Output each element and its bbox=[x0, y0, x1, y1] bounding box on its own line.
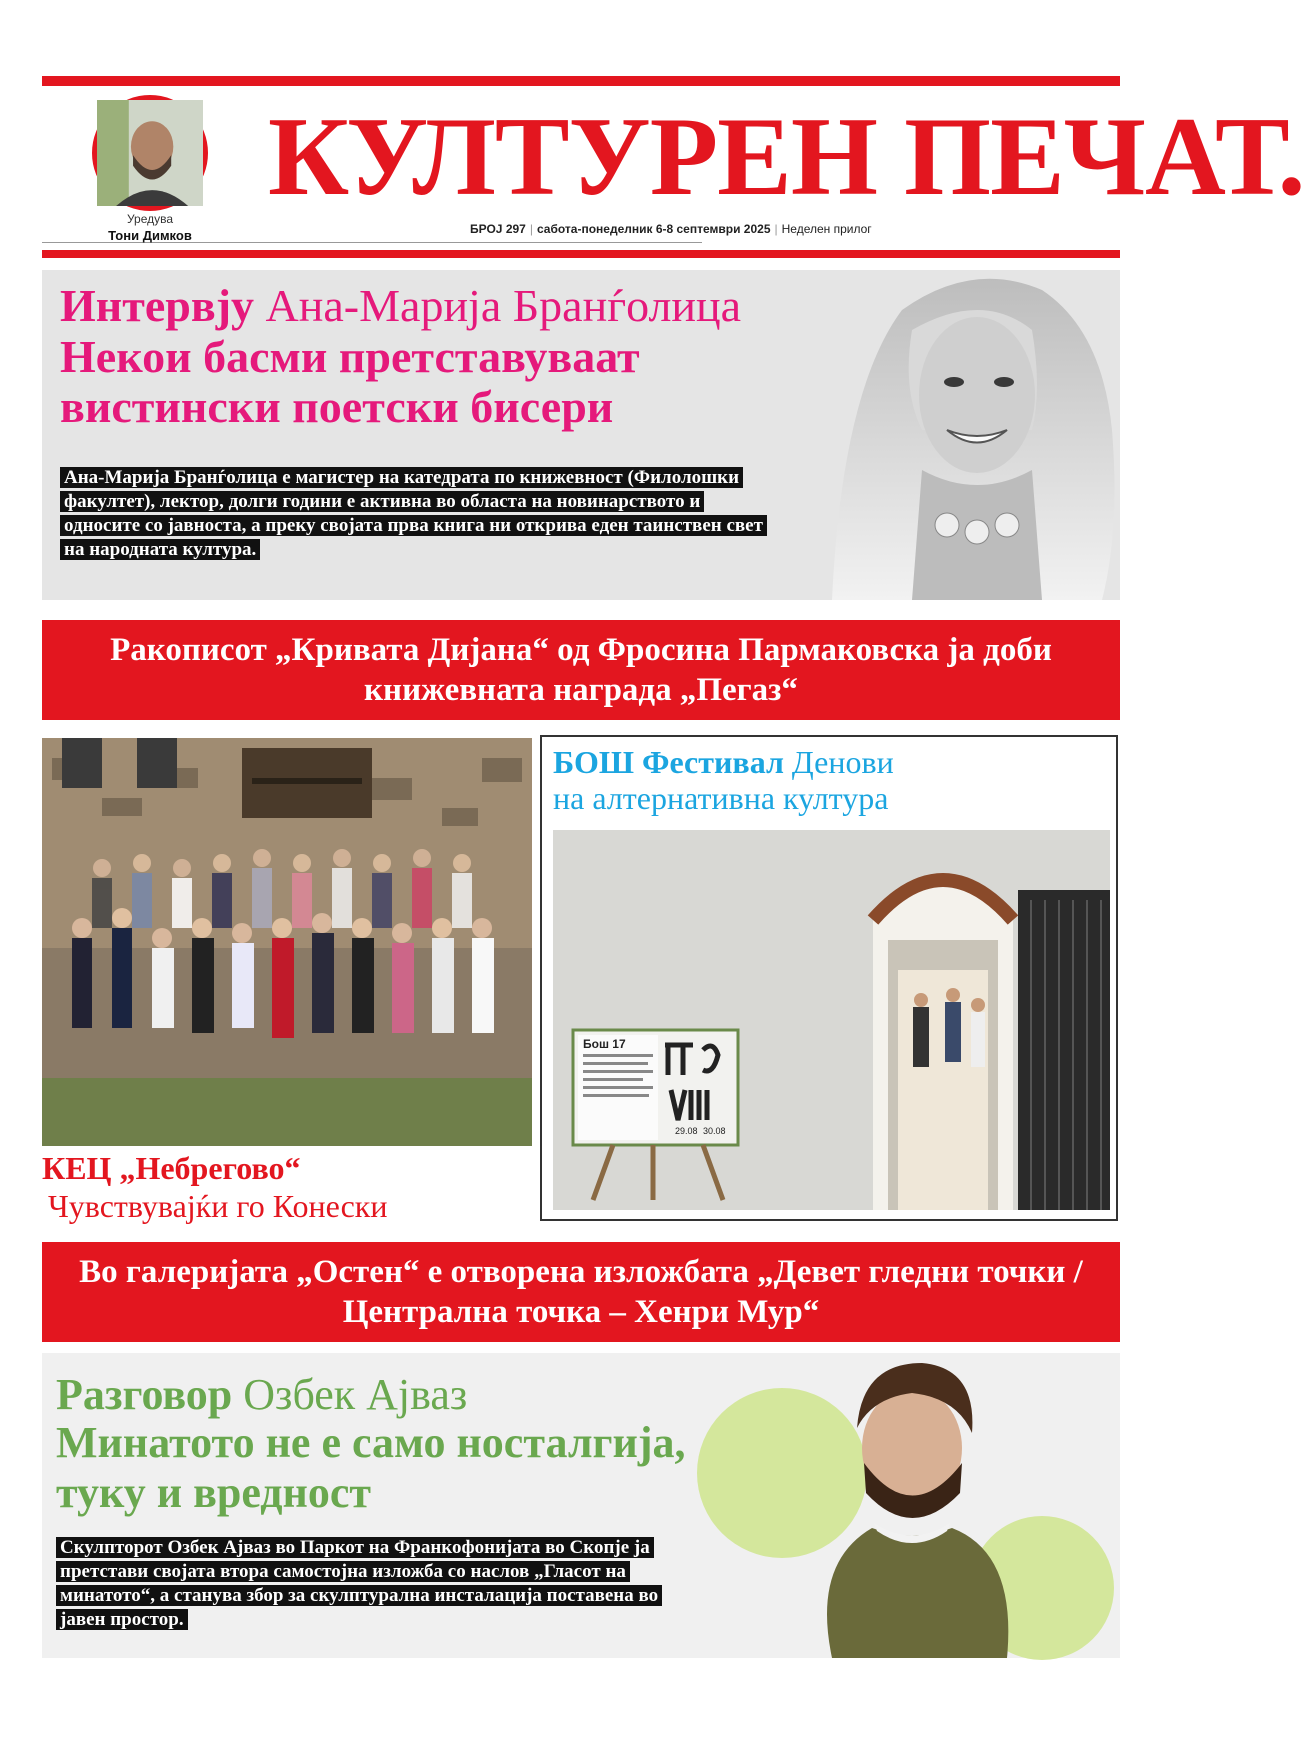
conversation-kicker-label: Разговор bbox=[56, 1370, 233, 1419]
bosh-title-bold: БОШ Фестивал bbox=[553, 744, 784, 780]
interview-kicker bbox=[60, 280, 741, 332]
award-banner[interactable]: Ракописот „Кривата Дијана“ од Фросина Пармаковска ја доби книжевната награда „Пегаз“ bbox=[42, 620, 1120, 720]
supplement-label: Неделен прилог bbox=[781, 222, 872, 236]
conversation-subject-name: Озбек Ајваз bbox=[243, 1370, 468, 1419]
conversation-kicker bbox=[56, 1370, 467, 1420]
issue-date: сабота-понеделник 6-8 септември 2025 bbox=[536, 222, 771, 236]
bosh-subtitle: на алтернативна култура bbox=[553, 780, 889, 816]
interview-lead: Ана-Марија Бранѓолица е магистер на катедрата по книжевност (Филолошки факултет), лектор, долги години е активна во областа на новинарството и односите со јавноста, а преку својата прва книга ни открива еден таинствен свет на народната култура. bbox=[60, 466, 780, 562]
poster-heading: Бош 17 bbox=[583, 1037, 626, 1051]
editor-role: Уредува bbox=[126, 212, 174, 226]
bosh-title-rest: Денови bbox=[791, 744, 894, 780]
editor-portrait-icon bbox=[97, 100, 203, 206]
editor-avatar bbox=[92, 95, 208, 211]
interview-subject-name: Ана-Марија Бранѓолица bbox=[265, 280, 742, 331]
kec-group-photo bbox=[42, 738, 532, 1146]
poster-dates-1: 29.08 bbox=[675, 1126, 698, 1136]
kec-subtitle: Чувствувајќи го Конески bbox=[48, 1188, 388, 1224]
editor-name: Тони Димков bbox=[108, 228, 192, 243]
conversation-lead: Скулпторот Озбек Ајваз во Паркот на Франкофонијата во Скопје ја претстави својата втора самостојна изложба со наслов „Гласот на минатото“, а станува збор за скулптурална инсталација поставена во јавен простор. bbox=[56, 1536, 696, 1632]
issue-number: БРОЈ 297 bbox=[470, 222, 526, 236]
interview-headline[interactable]: Некои басми претставуваат вистински поетски бисери bbox=[60, 331, 640, 432]
group-photo-image bbox=[42, 738, 532, 1146]
exhibition-banner[interactable]: Во галеријата „Остен“ е отворена изложбата „Девет гледни точки / Централна точка – Хенри Мур“ bbox=[42, 1242, 1120, 1342]
interview-kicker-label: Интервју bbox=[60, 280, 255, 331]
poster-dates-2: 30.08 bbox=[703, 1126, 726, 1136]
top-rule bbox=[42, 76, 1120, 86]
bosh-photo bbox=[553, 830, 1110, 1210]
masthead-title: КУЛТУРЕН ПЕЧАТ. bbox=[268, 95, 1305, 219]
conversation-headline[interactable]: Минатото не е само носталгија, туку и вредност bbox=[56, 1418, 686, 1517]
kec-title[interactable]: КЕЦ „Небрегово“ bbox=[42, 1150, 301, 1186]
bottom-rule bbox=[42, 250, 1120, 258]
bosh-venue-image bbox=[553, 830, 1110, 1210]
issue-line: БРОЈ 297 | сабота-понеделник 6-8 септември 2025 | Неделен прилог bbox=[470, 222, 872, 236]
bosh-title[interactable] bbox=[553, 744, 894, 780]
